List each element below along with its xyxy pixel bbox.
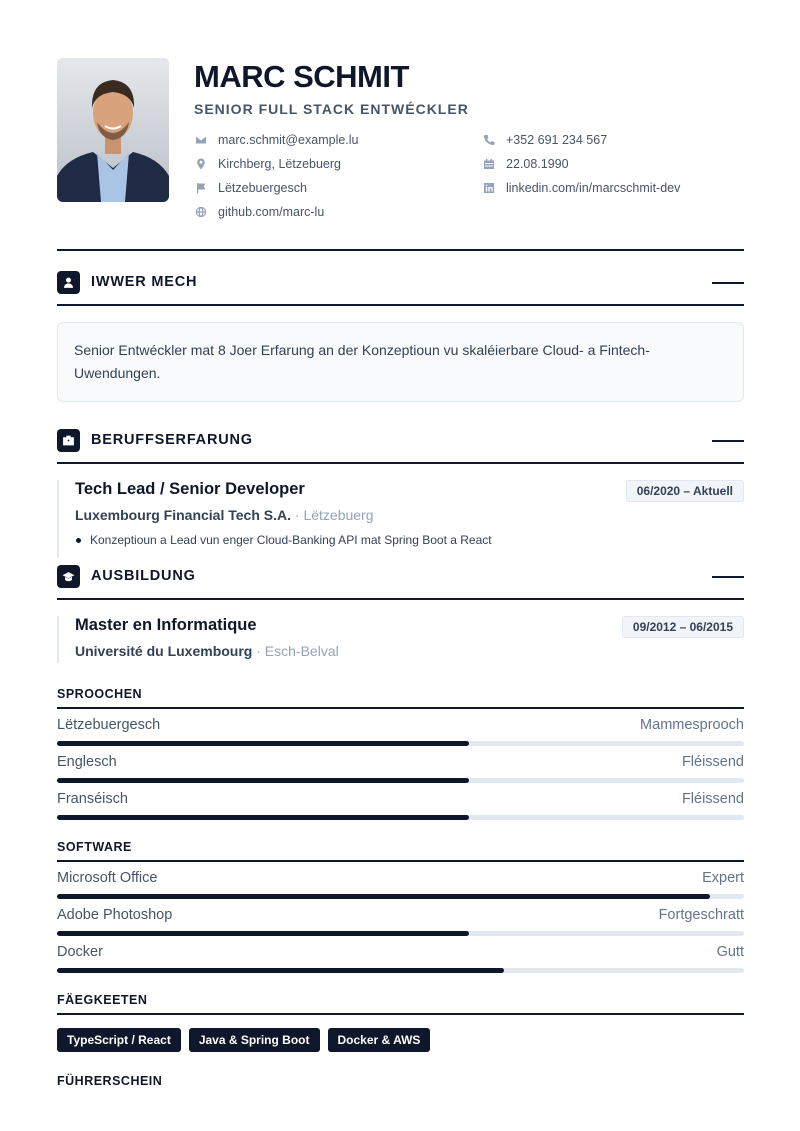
language-list xyxy=(57,717,744,820)
resume-page xyxy=(57,58,744,1094)
skill-tag: Java & Spring Boot xyxy=(189,1028,320,1052)
entry-title: Tech Lead / Senior Developer xyxy=(75,480,305,498)
skill-item xyxy=(57,754,744,783)
contact-list xyxy=(194,132,744,220)
skill-bar-track xyxy=(57,931,744,936)
bullet-dot xyxy=(76,538,81,543)
skill-bar-track xyxy=(57,778,744,783)
about-summary: Senior Entwéckler mat 8 Joer Erfarung an der Konzeptioun vu skaléierbare Cloud- a Fintech-Uwendungen. xyxy=(57,322,744,402)
skill-level: Expert xyxy=(702,870,744,886)
location-icon xyxy=(194,157,208,171)
skill-bar-fill xyxy=(57,741,469,746)
skill-tag-list xyxy=(57,1028,744,1052)
graduation-cap-icon xyxy=(57,565,80,588)
contact-linkedin[interactable]: linkedin.com/in/marcschmit-dev xyxy=(482,180,744,196)
skill-item xyxy=(57,944,744,973)
contact-phone[interactable]: +352 691 234 567 xyxy=(482,132,744,148)
entry-organization: Université du Luxembourg · Esch-Belval xyxy=(75,643,339,659)
mail-icon xyxy=(194,133,208,147)
contact-github[interactable]: github.com/marc-lu xyxy=(194,204,482,220)
entry-location: · Esch-Belval xyxy=(252,643,339,659)
section-heading-license: FÜHRERSCHEIN xyxy=(57,1074,163,1088)
skill-bar-track xyxy=(57,894,744,899)
skill-row xyxy=(57,754,744,774)
contact-location: Kirchberg, Lëtzebuerg xyxy=(194,156,482,172)
briefcase-icon xyxy=(57,429,80,452)
globe-icon xyxy=(194,205,208,219)
skill-bar-track xyxy=(57,968,744,973)
skill-level: Gutt xyxy=(716,944,744,960)
software-list xyxy=(57,870,744,973)
skill-row xyxy=(57,944,744,964)
skill-bar-fill xyxy=(57,894,710,899)
linkedin-icon xyxy=(482,181,496,195)
skill-name: Lëtzebuergesch xyxy=(57,717,161,733)
skill-bar-track xyxy=(57,741,744,746)
skill-name: Microsoft Office xyxy=(57,870,158,886)
education-entry xyxy=(57,616,744,663)
skill-name: Franséisch xyxy=(57,791,128,807)
contact-birthdate: 22.08.1990 xyxy=(482,156,744,172)
skill-bar-track xyxy=(57,815,744,820)
skill-item xyxy=(57,791,744,820)
flag-icon xyxy=(194,181,208,195)
contact-nationality: Lëtzebuergesch xyxy=(194,180,482,196)
entry-location: · Lëtzebuerg xyxy=(291,507,374,523)
skill-level: Fléissend xyxy=(681,791,744,807)
contact-email[interactable]: marc.schmit@example.lu xyxy=(194,132,482,148)
entry-bullet: Konzeptioun a Lead vun enger Cloud-Banking API mat Spring Boot a React xyxy=(75,533,744,547)
collapse-dash[interactable] xyxy=(712,576,744,578)
skill-bar-fill xyxy=(57,968,504,973)
section-heading-about: IWWER MECH xyxy=(57,260,744,306)
entry-organization: Luxembourg Financial Tech S.A. · Lëtzebuerg xyxy=(75,507,374,523)
skill-name: Docker xyxy=(57,944,103,960)
entry-date-badge: 06/2020 – Aktuell xyxy=(626,480,744,502)
entry-date-badge: 09/2012 – 06/2015 xyxy=(622,616,744,638)
skill-row xyxy=(57,717,744,737)
section-heading-skills: FÄEGKEETEN xyxy=(57,993,744,1015)
section-heading-languages: SPROOCHEN xyxy=(57,687,744,709)
collapse-dash[interactable] xyxy=(712,440,744,442)
section-heading-experience: BERUFFSERFARUNG xyxy=(57,418,744,464)
section-heading-software: SOFTWARE xyxy=(57,840,744,862)
skill-item xyxy=(57,870,744,899)
skill-item xyxy=(57,907,744,936)
skill-tag: TypeScript / React xyxy=(57,1028,181,1052)
skill-item xyxy=(57,717,744,746)
skill-bar-fill xyxy=(57,778,469,783)
entry-title: Master en Informatique xyxy=(75,616,257,634)
phone-icon xyxy=(482,133,496,147)
skill-row xyxy=(57,907,744,927)
profile-photo xyxy=(57,58,169,202)
skill-name: Adobe Photoshop xyxy=(57,907,173,923)
skill-level: Mammesprooch xyxy=(640,717,744,733)
experience-entry xyxy=(57,480,744,558)
calendar-icon xyxy=(482,157,496,171)
skill-level: Fortgeschratt xyxy=(658,907,744,923)
skill-bar-fill xyxy=(57,815,469,820)
skill-tag: Docker & AWS xyxy=(328,1028,431,1052)
skill-bar-fill xyxy=(57,931,469,936)
person-name: MARC SCHMIT xyxy=(194,59,409,94)
header-divider xyxy=(57,249,744,251)
section-heading-education: AUSBILDUNG xyxy=(57,554,744,600)
job-title: SENIOR FULL STACK ENTWÉCKLER xyxy=(194,101,469,117)
skill-row xyxy=(57,791,744,811)
resume-header xyxy=(57,58,744,238)
skill-row xyxy=(57,870,744,890)
skill-level: Fléissend xyxy=(681,754,744,770)
collapse-dash[interactable] xyxy=(712,282,744,284)
skill-name: Englesch xyxy=(57,754,117,770)
person-icon xyxy=(57,271,80,294)
